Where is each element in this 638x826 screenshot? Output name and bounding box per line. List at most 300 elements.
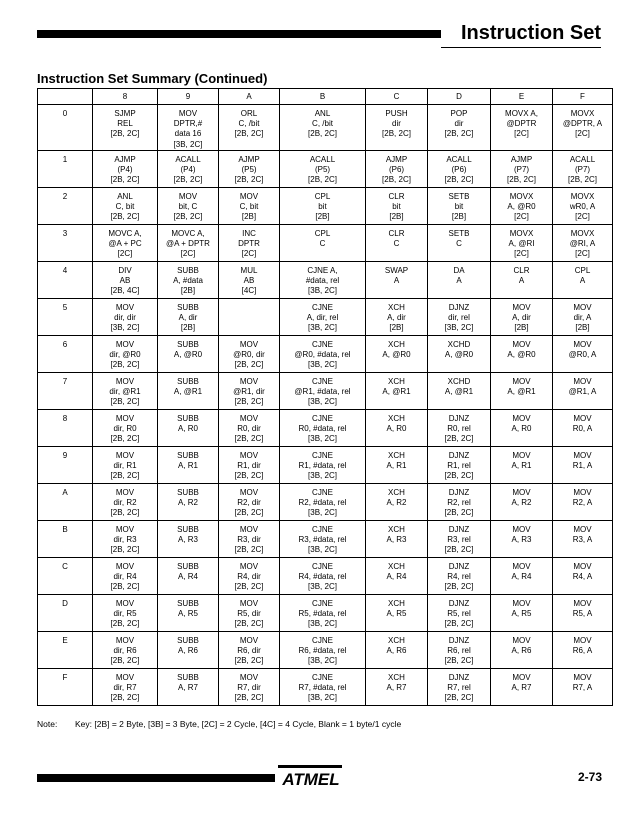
cell-line: CPL: [314, 228, 331, 238]
opcode-cell: [219, 298, 280, 335]
opcode-cell: [93, 150, 158, 187]
cell-line: [2B, 2C]: [234, 129, 264, 139]
opcode-cell: [219, 335, 280, 372]
cell-line: MOVX A,: [505, 109, 538, 118]
cell-line: CJNE: [312, 413, 333, 423]
cell-line: XCH: [388, 450, 405, 460]
cell-line: DA: [453, 265, 465, 275]
cell-line: [3B, 2C]: [308, 397, 337, 407]
table-row: [38, 187, 613, 224]
opcode-cell: [491, 557, 553, 594]
opcode-cell: [158, 224, 219, 261]
cell-line: AB: [119, 276, 131, 286]
note-text: Key: [2B] = 2 Byte, [3B] = 3 Byte, [2C] = 2 Cycle, [4C] = 4 Cycle, Blank = 1 byte/1 cycle: [75, 719, 402, 729]
cell-line: A, R5: [511, 609, 532, 619]
cell-line: [2B, 2C]: [173, 175, 203, 185]
opcode-cell: [491, 298, 553, 335]
cell-line: @R0, dir: [233, 350, 265, 360]
cell-line: @A + DPTR: [166, 239, 210, 249]
opcode-cell: [428, 372, 491, 409]
cell-line: dir: [454, 119, 464, 129]
cell-line: A: [393, 276, 400, 286]
cell-line: [2C]: [575, 249, 590, 259]
opcode-cell: [280, 224, 366, 261]
header-bar: [37, 30, 441, 38]
opcode-cell: [491, 224, 553, 261]
table-row: [38, 483, 613, 520]
row-header: D: [38, 594, 93, 631]
cell-line: MOV: [573, 561, 592, 571]
opcode-cell: [553, 557, 613, 594]
cell-line: [2B, 2C]: [382, 175, 411, 185]
cell-line: R0, #data, rel: [298, 424, 347, 434]
cell-line: wR0, A: [569, 202, 596, 212]
cell-line: MOV: [115, 487, 135, 497]
opcode-cell: [219, 261, 280, 298]
cell-line: [2C]: [514, 212, 529, 222]
column-header: 8: [93, 89, 158, 105]
cell-line: R7, rel: [447, 683, 471, 693]
cell-line: C, /bit: [312, 119, 333, 129]
column-header: [38, 89, 93, 105]
column-header: B: [280, 89, 366, 105]
cell-line: A, #data: [173, 276, 203, 286]
opcode-cell: [93, 446, 158, 483]
opcode-cell: [366, 557, 428, 594]
cell-line: [2B, 2C]: [234, 619, 264, 629]
cell-line: DPTR,#: [173, 119, 203, 129]
opcode-cell: [280, 594, 366, 631]
cell-line: XCH: [388, 635, 405, 645]
cell-line: [3B, 2C]: [308, 508, 337, 518]
cell-line: [2B, 2C]: [444, 175, 474, 185]
table-row: [38, 261, 613, 298]
cell-line: dir, @R1: [109, 387, 141, 397]
opcode-cell: [93, 298, 158, 335]
cell-line: MOV: [115, 339, 135, 349]
cell-line: ANL: [314, 109, 331, 118]
column-header: E: [491, 89, 553, 105]
cell-line: MOV: [178, 109, 198, 118]
cell-line: (P4): [117, 165, 133, 175]
cell-line: XCH: [388, 598, 405, 608]
cell-line: R5, dir: [237, 609, 261, 619]
opcode-cell: [366, 483, 428, 520]
opcode-cell: [491, 372, 553, 409]
cell-line: bit: [454, 202, 464, 212]
table-row: [38, 594, 613, 631]
opcode-cell: [553, 483, 613, 520]
cell-line: CJNE: [312, 524, 333, 534]
cell-line: SUBB: [177, 376, 199, 386]
opcode-cell: [158, 631, 219, 668]
opcode-cell: [553, 668, 613, 705]
column-header: C: [366, 89, 428, 105]
cell-line: [3B, 2C]: [110, 323, 140, 333]
cell-line: DJNZ: [448, 413, 470, 423]
cell-line: [2B]: [514, 323, 529, 333]
cell-line: DPTR: [238, 239, 260, 249]
cell-line: [2B]: [389, 323, 404, 333]
cell-line: dir, R3: [113, 535, 137, 545]
opcode-cell: [280, 631, 366, 668]
opcode-cell: [553, 446, 613, 483]
cell-line: R4, rel: [447, 572, 471, 582]
cell-line: C: [319, 239, 326, 249]
cell-line: [2B, 2C]: [234, 693, 264, 703]
cell-line: [3B, 2C]: [308, 582, 337, 592]
opcode-cell: [366, 224, 428, 261]
cell-line: [2B, 2C]: [110, 397, 140, 407]
opcode-cell: [219, 557, 280, 594]
cell-line: XCH: [388, 561, 405, 571]
cell-line: dir, A: [573, 313, 592, 323]
opcode-cell: [491, 409, 553, 446]
cell-line: @R0, A: [568, 350, 597, 360]
opcode-cell: [366, 446, 428, 483]
cell-line: CJNE: [312, 672, 333, 682]
opcode-cell: [428, 631, 491, 668]
opcode-cell: [280, 372, 366, 409]
cell-line: @A + PC: [108, 239, 142, 249]
opcode-cell: [553, 631, 613, 668]
cell-line: @R1, A: [568, 387, 597, 397]
cell-line: [2B]: [451, 212, 467, 222]
header-rule: [441, 47, 601, 48]
cell-line: CJNE: [312, 339, 333, 349]
cell-line: MOV: [512, 635, 531, 645]
cell-line: ANL: [117, 191, 133, 201]
cell-line: A, R6: [511, 646, 532, 656]
opcode-cell: [553, 261, 613, 298]
cell-line: [2B]: [575, 323, 590, 333]
cell-line: [2B, 2C]: [110, 212, 140, 222]
cell-line: ACALL: [569, 154, 596, 164]
opcode-cell: [158, 668, 219, 705]
opcode-cell: [491, 150, 553, 187]
cell-line: MOV: [573, 598, 592, 608]
cell-line: [3B, 2C]: [308, 434, 337, 444]
opcode-cell: [93, 105, 158, 151]
cell-line: MOVX: [570, 228, 595, 238]
cell-line: SUBB: [177, 450, 199, 460]
cell-line: [2B, 2C]: [444, 129, 474, 139]
opcode-cell: [219, 520, 280, 557]
opcode-cell: [428, 446, 491, 483]
cell-line: [2B, 2C]: [234, 582, 264, 592]
cell-line: C: [393, 239, 400, 249]
cell-line: (P6): [388, 165, 405, 175]
cell-line: dir, R7: [113, 683, 137, 693]
cell-line: R6, #data, rel: [298, 646, 347, 656]
cell-line: R2, A: [572, 498, 593, 508]
opcode-cell: [366, 631, 428, 668]
cell-line: [4C]: [241, 286, 257, 296]
cell-line: [2C]: [117, 249, 133, 259]
opcode-cell: [93, 224, 158, 261]
opcode-cell: [366, 668, 428, 705]
cell-line: A: [518, 276, 525, 286]
cell-line: XCHD: [447, 339, 471, 349]
cell-line: MOVX: [509, 228, 534, 238]
cell-line: XCH: [388, 672, 405, 682]
cell-line: MOV: [115, 598, 135, 608]
cell-line: MOVC A,: [171, 228, 205, 238]
cell-line: R1, dir: [237, 461, 261, 471]
cell-line: [2C]: [241, 249, 257, 259]
cell-line: MOV: [239, 339, 259, 349]
opcode-cell: [553, 520, 613, 557]
cell-line: R6, A: [572, 646, 593, 656]
cell-line: MOV: [573, 339, 592, 349]
opcode-cell: [428, 520, 491, 557]
column-header: 9: [158, 89, 219, 105]
cell-line: R0, A: [572, 424, 593, 434]
cell-line: A, dir: [512, 313, 531, 323]
note-label: Note:: [37, 719, 58, 729]
cell-line: [2B, 2C]: [308, 175, 337, 185]
cell-line: CPL: [314, 191, 331, 201]
cell-line: R0, dir: [237, 424, 261, 434]
opcode-cell: [93, 335, 158, 372]
opcode-cell: [219, 668, 280, 705]
column-header: A: [219, 89, 280, 105]
opcode-cell: [158, 520, 219, 557]
cell-line: MOV: [512, 672, 531, 682]
cell-line: [3B, 2C]: [173, 139, 203, 149]
opcode-cell: [93, 187, 158, 224]
cell-line: [2B, 2C]: [444, 582, 474, 592]
cell-line: A, @RI: [508, 239, 535, 249]
cell-line: A, R3: [177, 535, 198, 545]
cell-line: PUSH: [385, 109, 408, 118]
cell-line: A, R3: [386, 535, 407, 545]
cell-line: MOV: [573, 672, 592, 682]
cell-line: CJNE: [312, 561, 333, 571]
cell-line: CLR: [513, 265, 530, 275]
cell-line: A, @R1: [444, 387, 474, 397]
column-header: F: [553, 89, 613, 105]
cell-line: MOV: [512, 450, 531, 460]
cell-line: dir, R1: [113, 461, 137, 471]
opcode-cell: [366, 187, 428, 224]
opcode-cell: [158, 557, 219, 594]
opcode-cell: [93, 594, 158, 631]
cell-line: MOV: [239, 672, 259, 682]
cell-line: SUBB: [177, 302, 199, 312]
opcode-cell: [491, 668, 553, 705]
opcode-cell: [428, 105, 491, 151]
cell-line: DJNZ: [448, 598, 470, 608]
cell-line: [2B, 2C]: [234, 656, 264, 666]
cell-line: A, R0: [177, 424, 198, 434]
cell-line: R2, dir: [237, 498, 261, 508]
cell-line: [2B]: [180, 286, 196, 296]
cell-line: @DPTR: [506, 119, 537, 129]
opcode-cell: [428, 557, 491, 594]
opcode-cell: [158, 335, 219, 372]
page-number: 2-73: [577, 770, 602, 784]
cell-line: MOV: [115, 672, 135, 682]
table-row: [38, 150, 613, 187]
cell-line: A, R3: [511, 535, 532, 545]
cell-line: XCH: [388, 376, 405, 386]
cell-line: dir, R6: [113, 646, 137, 656]
cell-line: MOV: [115, 635, 135, 645]
opcode-cell: [93, 372, 158, 409]
opcode-cell: [219, 409, 280, 446]
row-header: C: [38, 557, 93, 594]
cell-line: A, R0: [386, 424, 407, 434]
opcode-cell: [366, 105, 428, 151]
cell-line: MOVX: [570, 109, 595, 118]
cell-line: XCH: [388, 524, 405, 534]
cell-line: bit, C: [178, 202, 198, 212]
cell-line: dir, @R0: [109, 350, 141, 360]
cell-line: R4, dir: [237, 572, 261, 582]
cell-line: C, /bit: [238, 119, 260, 129]
cell-line: XCH: [388, 413, 405, 423]
cell-line: CJNE: [312, 487, 333, 497]
atmel-logo: [276, 764, 346, 788]
cell-line: MOVX: [570, 191, 595, 201]
opcode-cell: [158, 150, 219, 187]
cell-line: A, dir: [178, 313, 198, 323]
column-header: D: [428, 89, 491, 105]
cell-line: [2B, 2C]: [444, 508, 474, 518]
cell-line: [2B, 2C]: [234, 360, 264, 370]
opcode-cell: [428, 668, 491, 705]
table-row: [38, 224, 613, 261]
opcode-cell: [93, 557, 158, 594]
cell-line: SUBB: [177, 265, 199, 275]
cell-line: [3B, 2C]: [308, 286, 337, 296]
cell-line: DJNZ: [448, 635, 470, 645]
row-header: F: [38, 668, 93, 705]
cell-line: R6, rel: [447, 646, 471, 656]
cell-line: SUBB: [177, 524, 199, 534]
cell-line: dir, R5: [113, 609, 137, 619]
cell-line: SUBB: [177, 672, 199, 682]
cell-line: AJMP: [510, 154, 533, 164]
table-row: [38, 409, 613, 446]
cell-line: CJNE: [312, 450, 333, 460]
opcode-cell: [93, 261, 158, 298]
cell-line: CJNE: [312, 635, 333, 645]
opcode-cell: [553, 409, 613, 446]
cell-line: [2B, 2C]: [234, 508, 264, 518]
cell-line: XCH: [388, 302, 405, 312]
table-row: [38, 335, 613, 372]
opcode-cell: [219, 483, 280, 520]
cell-line: ACALL: [309, 154, 336, 164]
cell-line: A, R1: [177, 461, 198, 471]
cell-line: CLR: [388, 228, 405, 238]
cell-line: [2B, 2C]: [444, 545, 474, 555]
table-row: [38, 557, 613, 594]
opcode-cell: [491, 105, 553, 151]
cell-line: SUBB: [177, 561, 199, 571]
cell-line: R5, rel: [447, 609, 471, 619]
cell-line: [2B]: [180, 323, 196, 333]
cell-line: MOV: [115, 450, 135, 460]
cell-line: AB: [243, 276, 255, 286]
cell-line: [2B, 2C]: [568, 175, 597, 185]
section-title: Instruction Set: [460, 22, 601, 44]
cell-line: MOV: [115, 413, 135, 423]
cell-line: A, R2: [386, 498, 407, 508]
cell-line: MOV: [512, 487, 531, 497]
opcode-cell: [553, 224, 613, 261]
cell-line: ORL: [240, 109, 258, 118]
cell-line: INC: [242, 228, 256, 238]
cell-line: A, @R1: [382, 387, 411, 397]
cell-line: A, @R0: [382, 350, 411, 360]
cell-line: dir, dir: [114, 313, 136, 323]
cell-line: R4, A: [572, 572, 593, 582]
row-header: 0: [38, 105, 93, 151]
opcode-cell: [428, 224, 491, 261]
table-header-row: [38, 89, 613, 105]
cell-line: A, dir: [387, 313, 406, 323]
opcode-cell: [158, 298, 219, 335]
opcode-cell: [491, 483, 553, 520]
row-header: 6: [38, 335, 93, 372]
cell-line: POP: [450, 109, 468, 118]
cell-line: A, R7: [511, 683, 532, 693]
cell-line: (P7): [513, 165, 530, 175]
cell-line: [2B, 2C]: [110, 471, 140, 481]
opcode-cell: [491, 520, 553, 557]
cell-line: (P6): [451, 165, 467, 175]
opcode-cell: [93, 409, 158, 446]
opcode-cell: [219, 105, 280, 151]
cell-line: SETB: [448, 228, 470, 238]
table-row: [38, 372, 613, 409]
cell-line: A, R5: [177, 609, 198, 619]
cell-line: DJNZ: [448, 561, 470, 571]
cell-line: A: [579, 276, 586, 286]
cell-line: MOV: [512, 561, 531, 571]
cell-line: R6, dir: [237, 646, 261, 656]
row-header: 3: [38, 224, 93, 261]
cell-line: @R1, #data, rel: [294, 387, 351, 397]
row-header: 7: [38, 372, 93, 409]
cell-line: R2, rel: [447, 498, 471, 508]
cell-line: [2C]: [514, 249, 529, 259]
opcode-cell: [219, 187, 280, 224]
opcode-cell: [280, 446, 366, 483]
cell-line: dir, rel: [448, 313, 470, 323]
cell-line: CPL: [574, 265, 591, 275]
cell-line: @R1, dir: [233, 387, 265, 397]
opcode-cell: [93, 668, 158, 705]
cell-line: data 16: [174, 129, 202, 139]
cell-line: CLR: [388, 191, 405, 201]
cell-line: REL: [117, 119, 133, 129]
cell-line: A, @R1: [507, 387, 536, 397]
cell-line: A, R6: [386, 646, 407, 656]
cell-line: [2B, 2C]: [234, 545, 264, 555]
cell-line: [2B]: [389, 212, 404, 222]
opcode-cell: [553, 187, 613, 224]
cell-line: R3, #data, rel: [298, 535, 347, 545]
cell-line: DJNZ: [448, 302, 470, 312]
cell-line: @R0, #data, rel: [294, 350, 351, 360]
row-header: 1: [38, 150, 93, 187]
cell-line: [3B, 2C]: [308, 360, 337, 370]
cell-line: C, bit: [115, 202, 135, 212]
